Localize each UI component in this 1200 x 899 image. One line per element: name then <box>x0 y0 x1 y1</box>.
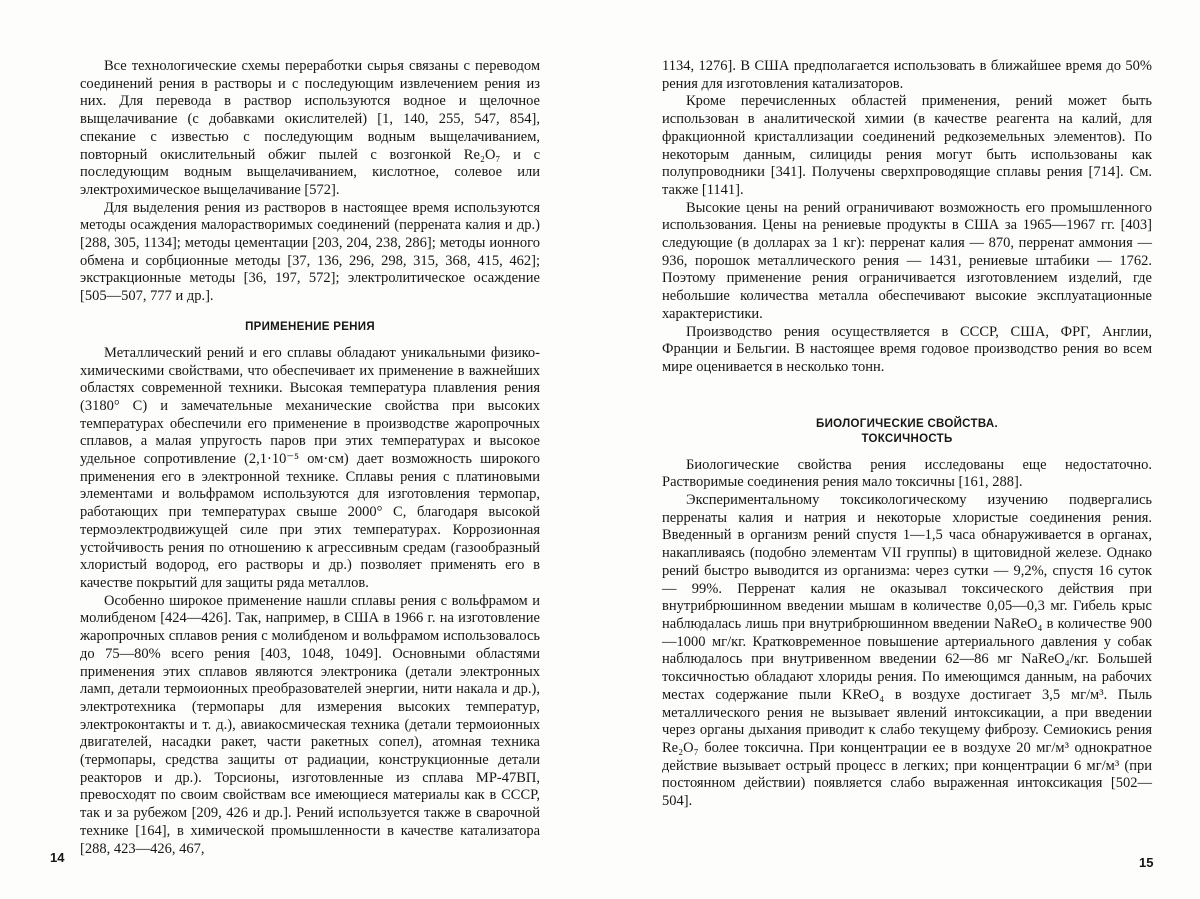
section-heading-line: ТОКСИЧНОСТЬ <box>861 432 953 445</box>
paragraph: Экспериментальному токсикологическому изучению подвергались перренаты калия и натрия и некоторые хлористые соединения рения. Введенный в организм рений спустя 1—1,5 часа обнаруживается в органах, накапливаясь (подобно элементам VII группы) в щитовидной железе. Однако рений быстро выводится из организма: через сутки — 9,2%, спустя 16 суток — 99%. Перренат калия не оказывал токсического действия при внутрибрюшинном введении мышам в количестве 0,05—0,3 мг. Гибель крыс наблюдалась лишь при внутрибрюшинном введении NaReO₄ в количестве 900—1000 мг/кг. Кратковременное повышение артериального давления у собак наблюдалось при внутривенном введении 62—86 мг NaReO₄/кг. Большей токсичностью обладают хлориды рения. По имеющимся данным, на рабочих местах содержание пыли KReO₄ в воздухе достигает 3,5 мг/м³. Пыль металлического рения не вызывает явлений интоксикации, а при введении через органы дыхания приводит к слабо текущему фиброзу. Семиокись рения Re₂O₇ более токсична. При концентрации ее в воздухе 20 мг/м³ однократное действие вызывает острый процесс в легких; при концентрации 6 мг/м³ (при постоянном действии) появляется слабо выраженная интоксикация [502—504]. <box>662 492 1152 810</box>
paragraph: Биологические свойства рения исследованы еще недостаточно. Растворимые соединения рения мало токсичны [161, 288]. <box>662 456 1152 491</box>
page-number: 15 <box>1139 855 1154 870</box>
paragraph: Металлический рений и его сплавы обладают уникальными физико-химическими свойствами, что обеспечивает их применение в важнейших областях современной техники. Высокая температура плавления рения (3180° С) и замечательные механические свойства при высоких температурах обеспечили его применение в производстве жаропрочных сплавов, а малая упругость паров при этих температурах и высокое удельное сопротивление (2,1·10⁻⁵ ом·см) дает возможность широкого применения его в электронной технике. Сплавы рения с платиновыми элементами и вольфрамом используются для изготовления термопар, работающих при температурах свыше 2000° С, благодаря высокой термоэлектродвижущей силе при этих температурах. Коррозионная устойчивость рения по отношению к агрессивным средам (газообразный хлористый водород, его растворы и др.) позволяет применять его в качестве покрытий для защиты ряда металлов. <box>80 344 540 591</box>
paragraph: Производство рения осуществляется в СССР, США, ФРГ, Англии, Франции и Бельгии. В настоящее время годовое производство рения во всем мире оценивается в несколько тонн. <box>662 323 1152 375</box>
left-page <box>80 58 540 858</box>
right-page <box>662 58 1152 811</box>
paragraph: Для выделения рения из растворов в настоящее время используются методы осаждения малорастворимых соединений (перрената калия и др.) [288, 305, 1134]; методы цементации [203, 204, 238, 286]; методы ионного обмена и сорбционные методы [37, 136, 296, 298, 315, 368, 415, 462]; экстракционные методы [36, 197, 572]; электролитическое осаждение [505—507, 777 и др.]. <box>80 199 540 305</box>
paragraph: Особенно широкое применение нашли сплавы рения с вольфрамом и молибденом [424—426]. Так, например, в США в 1966 г. на изготовление жаропрочных сплавов рения с молибденом и вольфрамом использовалось до 75—80% всего рения [403, 1048, 1049]. Основными областями применения этих сплавов являются электроника (детали электронных ламп, детали термоионных преобразователей энергии, нити накала и др.), электротехника (термопары для измерения высоких температур, электроконтакты и т. д.), авиакосмическая техника (детали термоионных двигателей, насадки ракет, части ракетных сопел), атомная техника (термопары, средства защиты от радиации, конструкционные детали реакторов и др.). Торсионы, изготовленные из сплава МР-47ВП, превосходят по своим свойствам все имеющиеся материалы как в СССР, так и за рубежом [209, 426 и др.]. Рений используется также в сварочной технике [164], в химической промышленности в качестве катализатора [288, 423—426, 467, <box>80 592 540 857</box>
section-heading: ПРИМЕНЕНИЕ РЕНИЯ <box>245 320 375 333</box>
paragraph: Кроме перечисленных областей применения, рений может быть использован в аналитической химии (в качестве реагента на калий, для фракционной кристаллизации соединений редкоземельных элементов). По некоторым данным, силициды рения могут быть использованы как полупроводники [341]. Получены сверхпроводящие сплавы рения [714]. См. также [1141]. <box>662 93 1152 198</box>
paragraph: 1134, 1276]. В США предполагается использовать в ближайшее время до 50% рения для изготовления катализаторов. <box>662 58 1152 92</box>
section-heading-line: БИОЛОГИЧЕСКИЕ СВОЙСТВА. <box>816 417 998 430</box>
paragraph: Высокие цены на рений ограничивают возможность его промышленного использования. Цены на рениевые продукты в США за 1965—1967 гг. [403] следующие (в долларах за 1 кг): перренат калия — 870, перренат аммония — 936, порошок металлического рения — 1431, рениевые штабики — 1762. Поэтому применение рения ограничивается изготовлением изделий, где небольшие количества металла обеспечивают высокие эксплуатационные характеристики. <box>662 199 1152 322</box>
page-number: 14 <box>50 850 65 865</box>
paragraph: Все технологические схемы переработки сырья связаны с переводом соединений рения в растворы и с последующим извлечением рения из них. Для перевода в раствор используются водное и щелочное выщелачивание (с добавками окислителей) [1, 140, 255, 547, 854], спекание с известью с последующим водным выщелачиванием, повторный окислительный обжиг пылей с возгонкой Re₂O₇ и с последующим водным выщелачиванием, кислотное, солевое или электрохимическое выщелачивание [572]. <box>80 58 540 198</box>
section-heading <box>662 417 1152 447</box>
